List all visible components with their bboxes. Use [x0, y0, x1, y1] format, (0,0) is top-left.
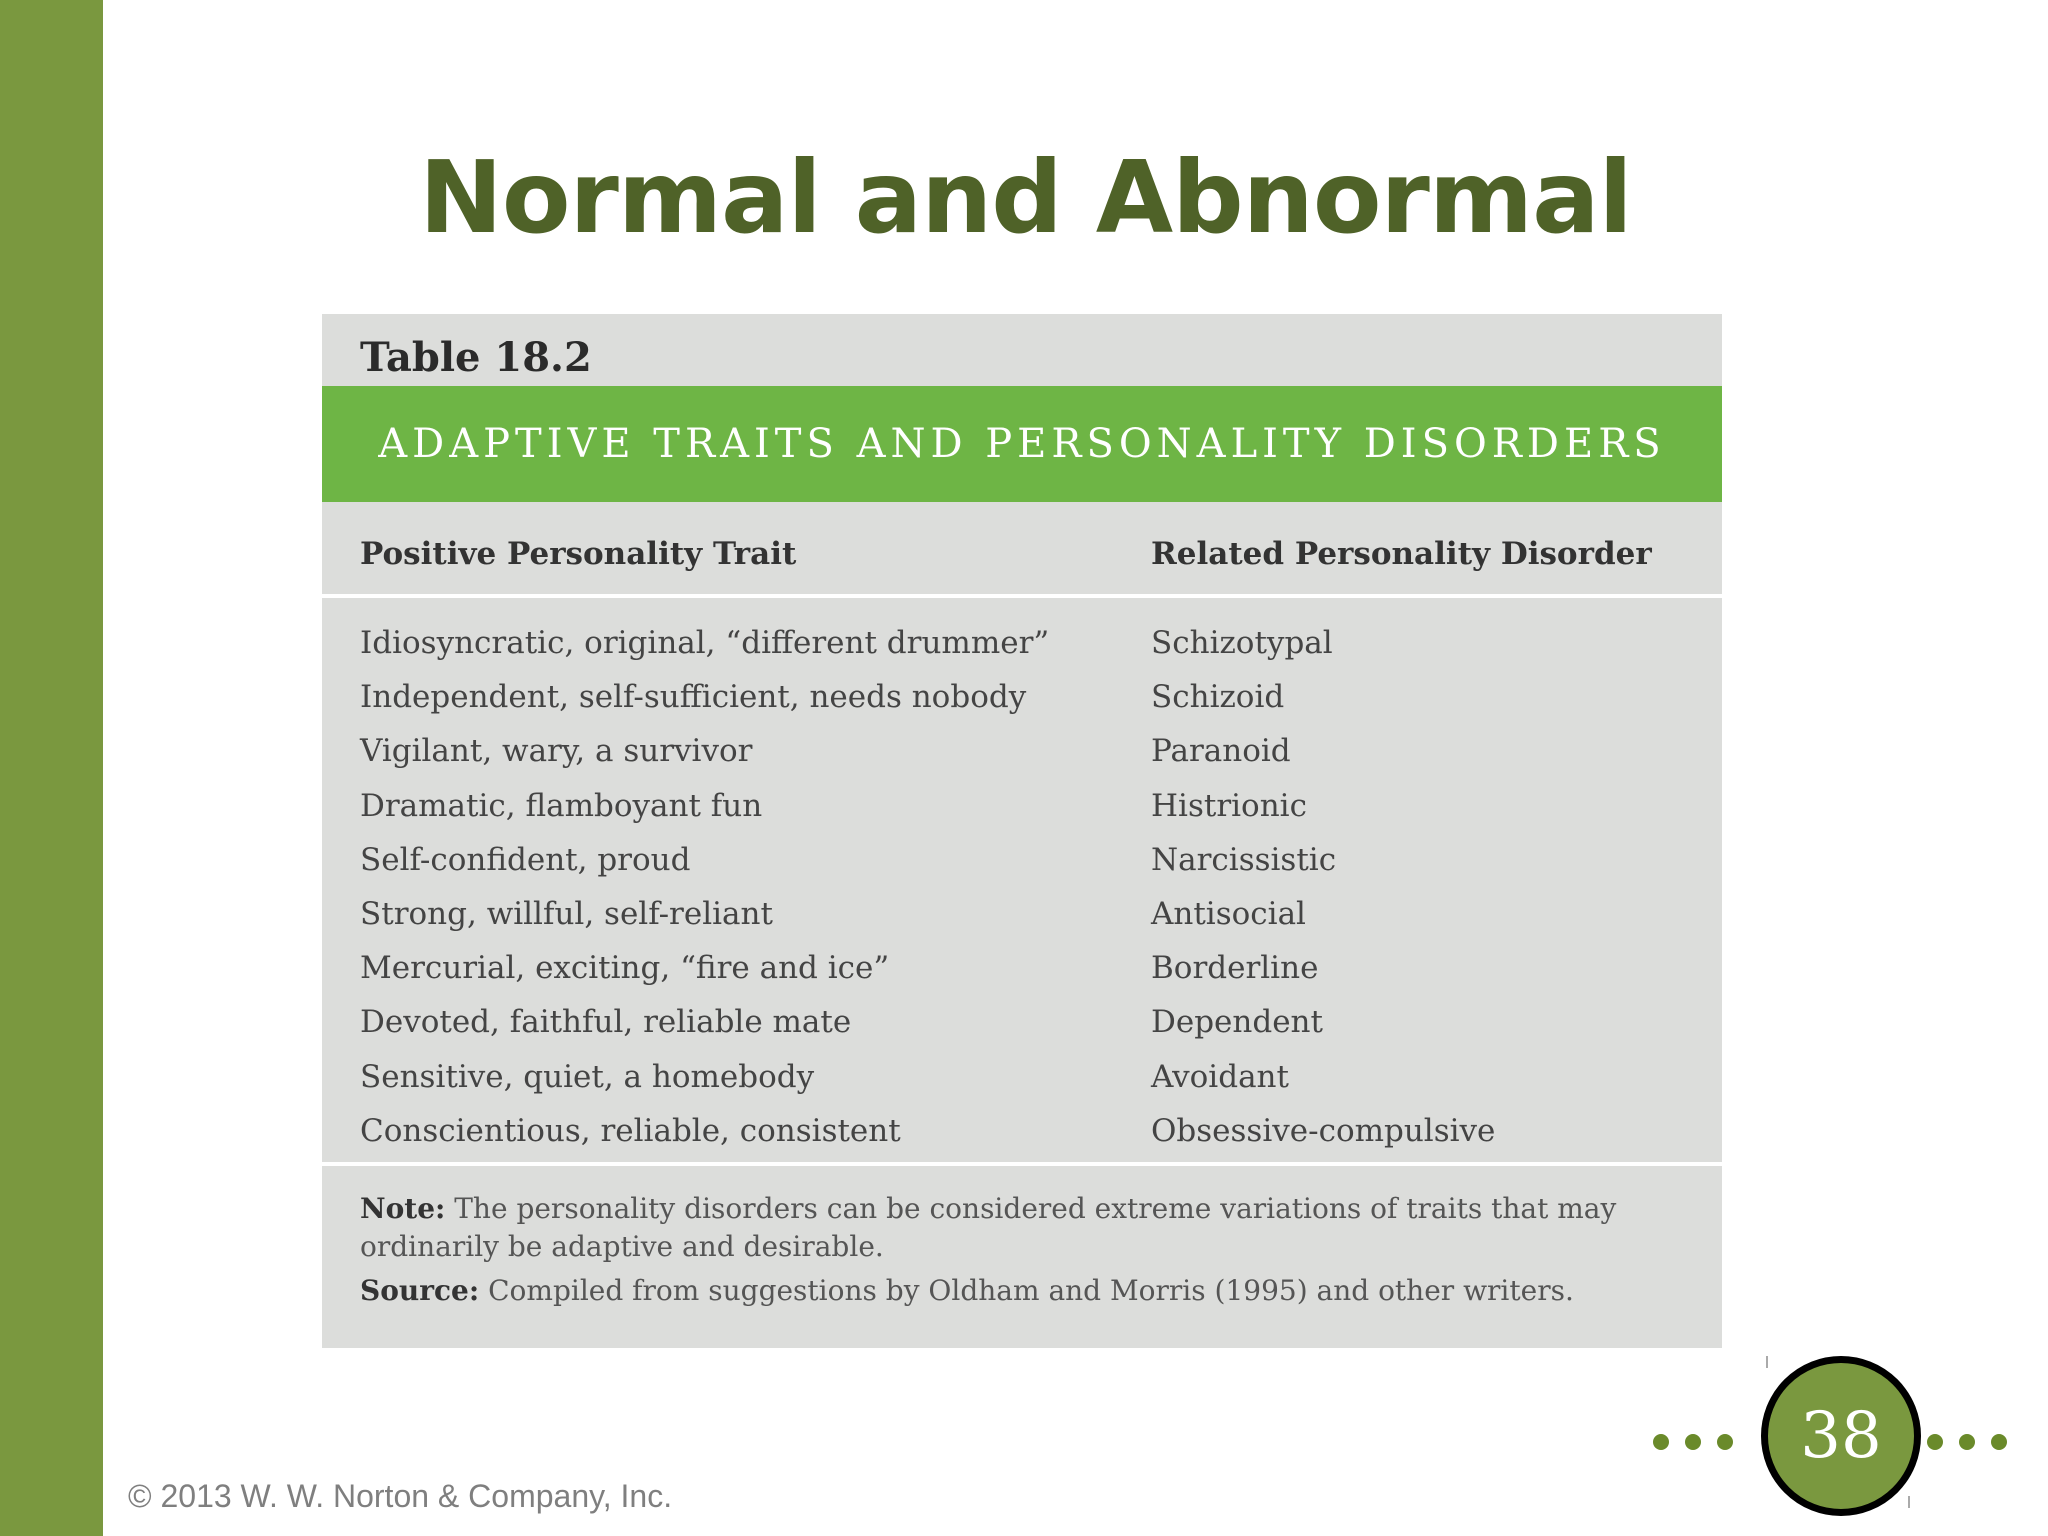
decorative-dot [1959, 1434, 1975, 1450]
page-number-badge [1761, 1356, 1921, 1516]
note-text: The personality disorders can be considered extreme variations of traits that may ordinarily be adaptive and desirable. [360, 1192, 1617, 1263]
data-table [322, 314, 1722, 1348]
table-row [322, 670, 1722, 724]
trait-cell: Independent, self-sufficient, needs nobody [360, 679, 1027, 716]
disorder-cell: Histrionic [1151, 787, 1307, 824]
disorder-cell: Paranoid [1151, 733, 1291, 770]
note-label: Note: [360, 1192, 446, 1225]
trait-cell: Dramatic, flamboyant fun [360, 787, 763, 824]
source-text: Compiled from suggestions by Oldham and Morris (1995) and other writers. [479, 1274, 1574, 1307]
table-row [322, 616, 1722, 670]
slide-title: Normal and Abnormal [419, 139, 1632, 256]
table-row [322, 995, 1722, 1049]
disorder-cell: Avoidant [1151, 1058, 1289, 1095]
table-row [322, 1050, 1722, 1104]
column-header-trait: Positive Personality Trait [360, 536, 797, 572]
disorder-cell: Narcissistic [1151, 841, 1337, 878]
table-row [322, 724, 1722, 778]
table-source [360, 1272, 1690, 1310]
trait-cell: Self-confident, proud [360, 841, 691, 878]
table-heading: ADAPTIVE TRAITS AND PERSONALITY DISORDERS [378, 421, 1666, 467]
table-label: Table 18.2 [360, 334, 592, 381]
table-heading-band [322, 386, 1722, 502]
decorative-dot [1653, 1434, 1669, 1450]
disorder-cell: Antisocial [1151, 896, 1306, 932]
disorder-cell: Schizoid [1151, 679, 1285, 716]
trait-cell: Strong, willful, self-reliant [360, 896, 773, 932]
trait-cell: Sensitive, quiet, a homebody [360, 1058, 815, 1095]
source-label: Source: [360, 1274, 480, 1307]
header-divider [322, 594, 1722, 598]
decorative-dot [1991, 1434, 2007, 1450]
column-header-disorder: Related Personality Disorder [1151, 536, 1652, 572]
disorder-cell: Obsessive-compulsive [1151, 1112, 1496, 1149]
trait-cell: Devoted, faithful, reliable mate [360, 1004, 852, 1041]
table-note [360, 1190, 1690, 1266]
page-number: 38 [1800, 1399, 1882, 1473]
table-row [322, 1104, 1722, 1158]
left-accent-bar [0, 0, 103, 1536]
decorative-tick [1908, 1496, 1910, 1508]
table-row [322, 833, 1722, 887]
trait-cell: Idiosyncratic, original, “different drummer” [360, 625, 1050, 661]
decorative-dot [1685, 1434, 1701, 1450]
table-row [322, 941, 1722, 995]
trait-cell: Vigilant, wary, a survivor [360, 733, 753, 770]
footer-divider [322, 1162, 1722, 1166]
disorder-cell: Schizotypal [1151, 625, 1333, 661]
table-row [322, 779, 1722, 833]
trait-cell: Conscientious, reliable, consistent [360, 1112, 901, 1149]
decorative-dot [1717, 1434, 1733, 1450]
table-row [322, 887, 1722, 941]
disorder-cell: Dependent [1151, 1004, 1323, 1041]
disorder-cell: Borderline [1151, 950, 1319, 987]
copyright-notice: © 2013 W. W. Norton & Company, Inc. [128, 1478, 673, 1514]
decorative-dot [1927, 1434, 1943, 1450]
trait-cell: Mercurial, exciting, “fire and ice” [360, 950, 890, 987]
